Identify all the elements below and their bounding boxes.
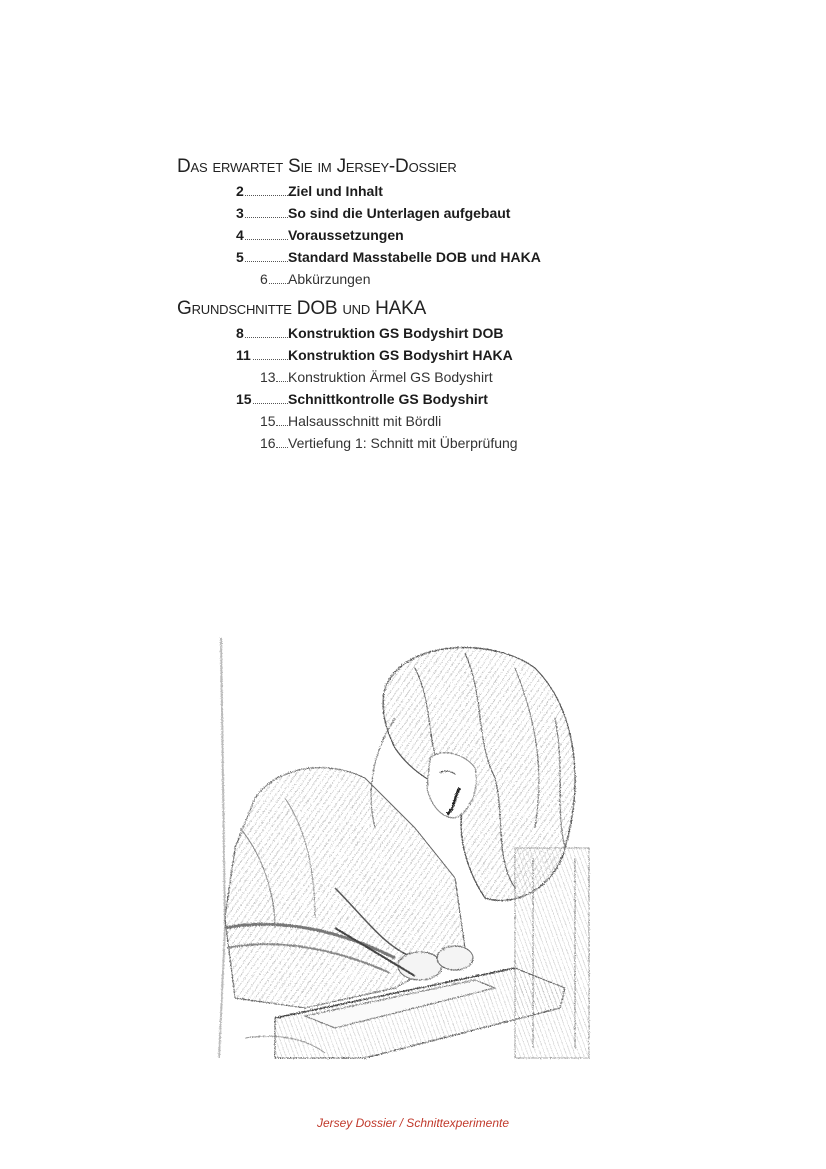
toc-leader-dots	[269, 283, 288, 284]
toc-page-number: 15	[260, 413, 276, 429]
toc-entry[interactable]	[177, 322, 697, 344]
toc-entry-title: Schnittkontrolle GS Bodyshirt	[288, 391, 488, 407]
toc-leader-dots	[276, 381, 288, 382]
toc-leader-dots	[253, 403, 288, 404]
toc-leader-dots	[245, 239, 288, 240]
toc-entry[interactable]	[177, 366, 697, 388]
toc-page-number: 6	[260, 271, 268, 287]
toc-page-number: 5	[236, 249, 244, 265]
toc-entry-title: Voraussetzungen	[288, 227, 404, 243]
toc-leader-dots	[276, 447, 288, 448]
toc-entry-title: Konstruktion GS Bodyshirt HAKA	[288, 347, 513, 363]
toc-page-number: 8	[236, 325, 244, 341]
section-heading: Das erwartet Sie im Jersey-Dossier	[177, 156, 457, 177]
toc-entry[interactable]	[177, 388, 697, 410]
toc-page-number: 11	[236, 347, 251, 363]
toc-entry[interactable]	[177, 224, 697, 246]
page-footer: Jersey Dossier / Schnittexperimente	[316, 1116, 510, 1130]
toc-entry[interactable]	[177, 268, 697, 290]
sketch-illustration	[215, 628, 591, 1062]
toc-entry-title: Ziel und Inhalt	[288, 183, 383, 199]
toc-entry-title: Konstruktion Ärmel GS Bodyshirt	[288, 369, 493, 385]
toc-entry-title: Konstruktion GS Bodyshirt DOB	[288, 325, 504, 341]
toc-page-number: 3	[236, 205, 244, 221]
section-heading: Grundschnitte DOB und HAKA	[177, 298, 427, 319]
toc-leader-dots	[245, 337, 288, 338]
toc-entry-title: Standard Masstabelle DOB und HAKA	[288, 249, 541, 265]
toc-entry[interactable]	[177, 344, 697, 366]
toc-page-number: 2	[236, 183, 244, 199]
toc-leader-dots	[245, 217, 288, 218]
toc-leader-dots	[276, 425, 288, 426]
toc-entry-title: Halsausschnitt mit Bördli	[288, 413, 442, 429]
toc-page-number: 15	[236, 391, 252, 407]
toc-page-number: 4	[236, 227, 244, 243]
toc-entry[interactable]	[177, 410, 697, 432]
toc-leader-dots	[253, 359, 288, 360]
table-of-contents	[177, 154, 697, 454]
toc-entry-title: So sind die Unterlagen aufgebaut	[288, 205, 511, 221]
toc-entry[interactable]	[177, 180, 697, 202]
toc-entry[interactable]	[177, 432, 697, 454]
toc-entry-title: Vertiefung 1: Schnitt mit Überprüfung	[288, 435, 518, 451]
toc-entry-title: Abkürzungen	[288, 271, 371, 287]
toc-entry[interactable]	[177, 246, 697, 268]
toc-entry[interactable]	[177, 202, 697, 224]
toc-page-number: 16	[260, 435, 276, 451]
toc-leader-dots	[245, 261, 288, 262]
toc-leader-dots	[245, 195, 288, 196]
toc-page-number: 13	[260, 369, 276, 385]
